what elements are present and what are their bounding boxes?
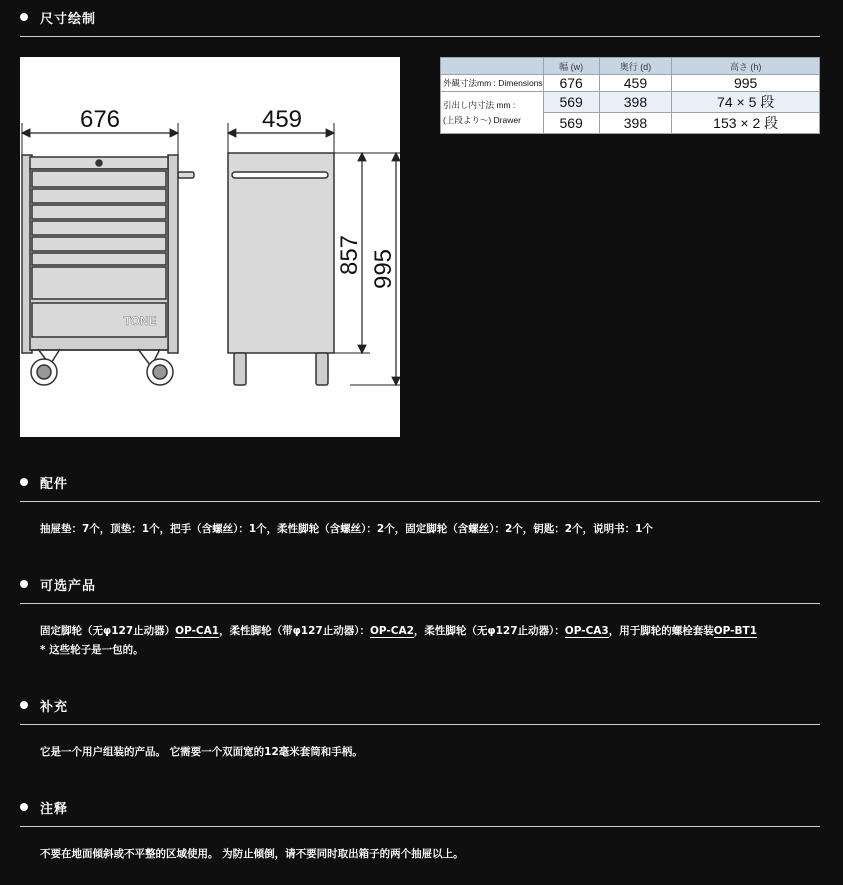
- drawer-label-line1: 引出し内寸法 mm :: [443, 99, 516, 110]
- header-height: 高さ (h): [672, 58, 820, 75]
- section-drawing-header: [20, 0, 820, 37]
- cell: 569: [543, 113, 599, 134]
- row-label-drawer: [441, 92, 544, 134]
- section-title: 配件: [40, 477, 69, 492]
- height-total-label: 995: [370, 248, 397, 290]
- section-title: 注释: [40, 802, 69, 817]
- side-view: [228, 153, 334, 385]
- cell: 398: [599, 113, 672, 134]
- drawer-label-line2: (上段より～) Drawer: [443, 114, 521, 125]
- option-link-op-bt1[interactable]: OP-BT1: [713, 625, 758, 637]
- spec-table: [440, 57, 820, 134]
- section-title: 尺寸绘制: [40, 12, 97, 27]
- cell: 459: [599, 75, 672, 92]
- options-text-part: 固定脚轮（无φ127止动器）: [40, 625, 176, 637]
- options-text-part: ，用于脚轮的螺栓套装: [608, 625, 714, 637]
- height-body-label: 857: [336, 234, 363, 276]
- table-row: [441, 75, 820, 92]
- cell: 995: [672, 75, 820, 92]
- bullet-icon: [20, 580, 28, 588]
- options-text-part: ，柔性脚轮（带φ127止动器）：: [219, 625, 370, 637]
- options-text-part: ，柔性脚轮（无φ127止动器）：: [413, 625, 565, 637]
- brand-logo: TONE: [123, 314, 157, 328]
- bullet-icon: [20, 803, 28, 811]
- option-link-op-ca1[interactable]: OP-CA1: [175, 625, 220, 637]
- depth-label: 459: [261, 106, 303, 133]
- row-label-outer: 外観寸法mm : Dimensions: [441, 75, 544, 92]
- section-supplement-header: [20, 688, 820, 725]
- bullet-icon: [20, 478, 28, 486]
- accessories-text: 抽屉垫：7个，顶垫：1个，把手（含螺丝）：1个，柔性脚轮（含螺丝）：2个，固定脚轮（含螺丝）：2个，钥匙：2个，说明书：1个: [40, 523, 653, 535]
- cell: 74 × 5 段: [672, 92, 820, 113]
- width-label: 676: [79, 106, 121, 133]
- dimension-drawing: [20, 57, 400, 437]
- table-row: [441, 92, 820, 113]
- notes-text: 不要在地面倾斜或不平整的区域使用。 为防止倾倒，请不要同时取出箱子的两个抽屉以上。: [40, 848, 464, 860]
- section-accessories-header: [20, 465, 820, 502]
- cell: 569: [543, 92, 599, 113]
- table-corner: [441, 58, 544, 75]
- option-link-op-ca2[interactable]: OP-CA2: [369, 625, 414, 637]
- options-note: * 这些轮子是一包的。: [40, 644, 144, 656]
- front-view: [22, 155, 194, 385]
- bullet-icon: [20, 701, 28, 709]
- section-title: 可选产品: [40, 579, 97, 594]
- bullet-icon: [20, 13, 28, 21]
- header-width: 幅 (w): [543, 58, 599, 75]
- section-notes-header: [20, 790, 820, 827]
- section-title: 补充: [40, 700, 69, 715]
- supplement-text: 它是一个用户组装的产品。 它需要一个双面宽的12毫米套筒和手柄。: [40, 746, 363, 758]
- header-depth: 奥行 (d): [599, 58, 672, 75]
- option-link-op-ca3[interactable]: OP-CA3: [564, 625, 609, 637]
- section-options-header: [20, 567, 820, 604]
- cell: 153 × 2 段: [672, 113, 820, 134]
- options-text: [40, 622, 757, 660]
- cell: 676: [543, 75, 599, 92]
- cell: 398: [599, 92, 672, 113]
